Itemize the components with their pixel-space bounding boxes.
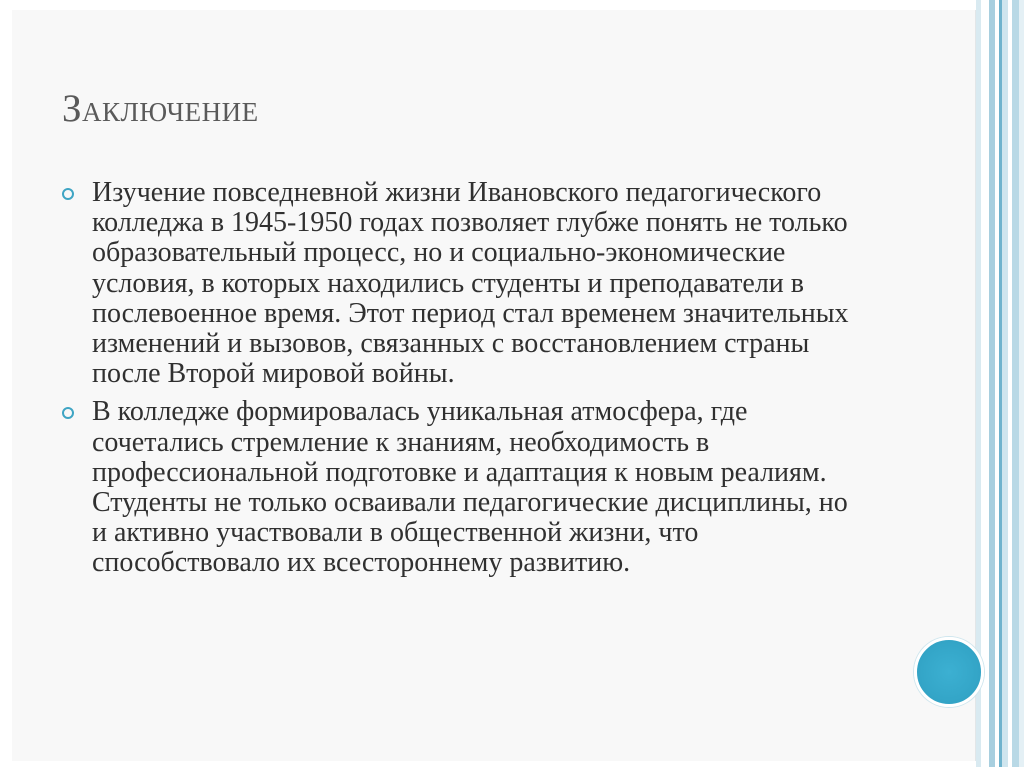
bullet-text: Изучение повседневной жизни Ивановского педагогического колледжа в 1945-1950 годах позволяет глубже понять не только образовательный процесс, но и социально-экономические условия, в которых находились студенты и преподаватели в послевоенное время. Этот период стал временем значительных изменений и вызовов, связанных с восстановлением страны после Второй мировой войны. xyxy=(92,177,849,390)
bullet-list xyxy=(62,178,852,587)
teal-circle-icon xyxy=(914,637,984,707)
stripe xyxy=(1012,0,1019,767)
ring-bullet-icon xyxy=(62,188,74,200)
bullet-text: В колледже формировалась уникальная атмосфера, где сочетались стремление к знаниям, необходимость в профессиональной подготовке и адаптация к новым реалиям. Студенты не только осваивали педагогические дисциплины, но и активно участвовали в общественной жизни, что способствовало их всестороннему развитию. xyxy=(92,396,848,579)
bullet-item xyxy=(62,178,852,389)
slide-title: Заключение xyxy=(62,87,259,130)
bullet-item xyxy=(62,397,852,578)
decorative-stripes xyxy=(976,0,1024,767)
stripe xyxy=(1019,0,1024,767)
ring-bullet-icon xyxy=(62,407,74,419)
stripe xyxy=(981,0,989,767)
